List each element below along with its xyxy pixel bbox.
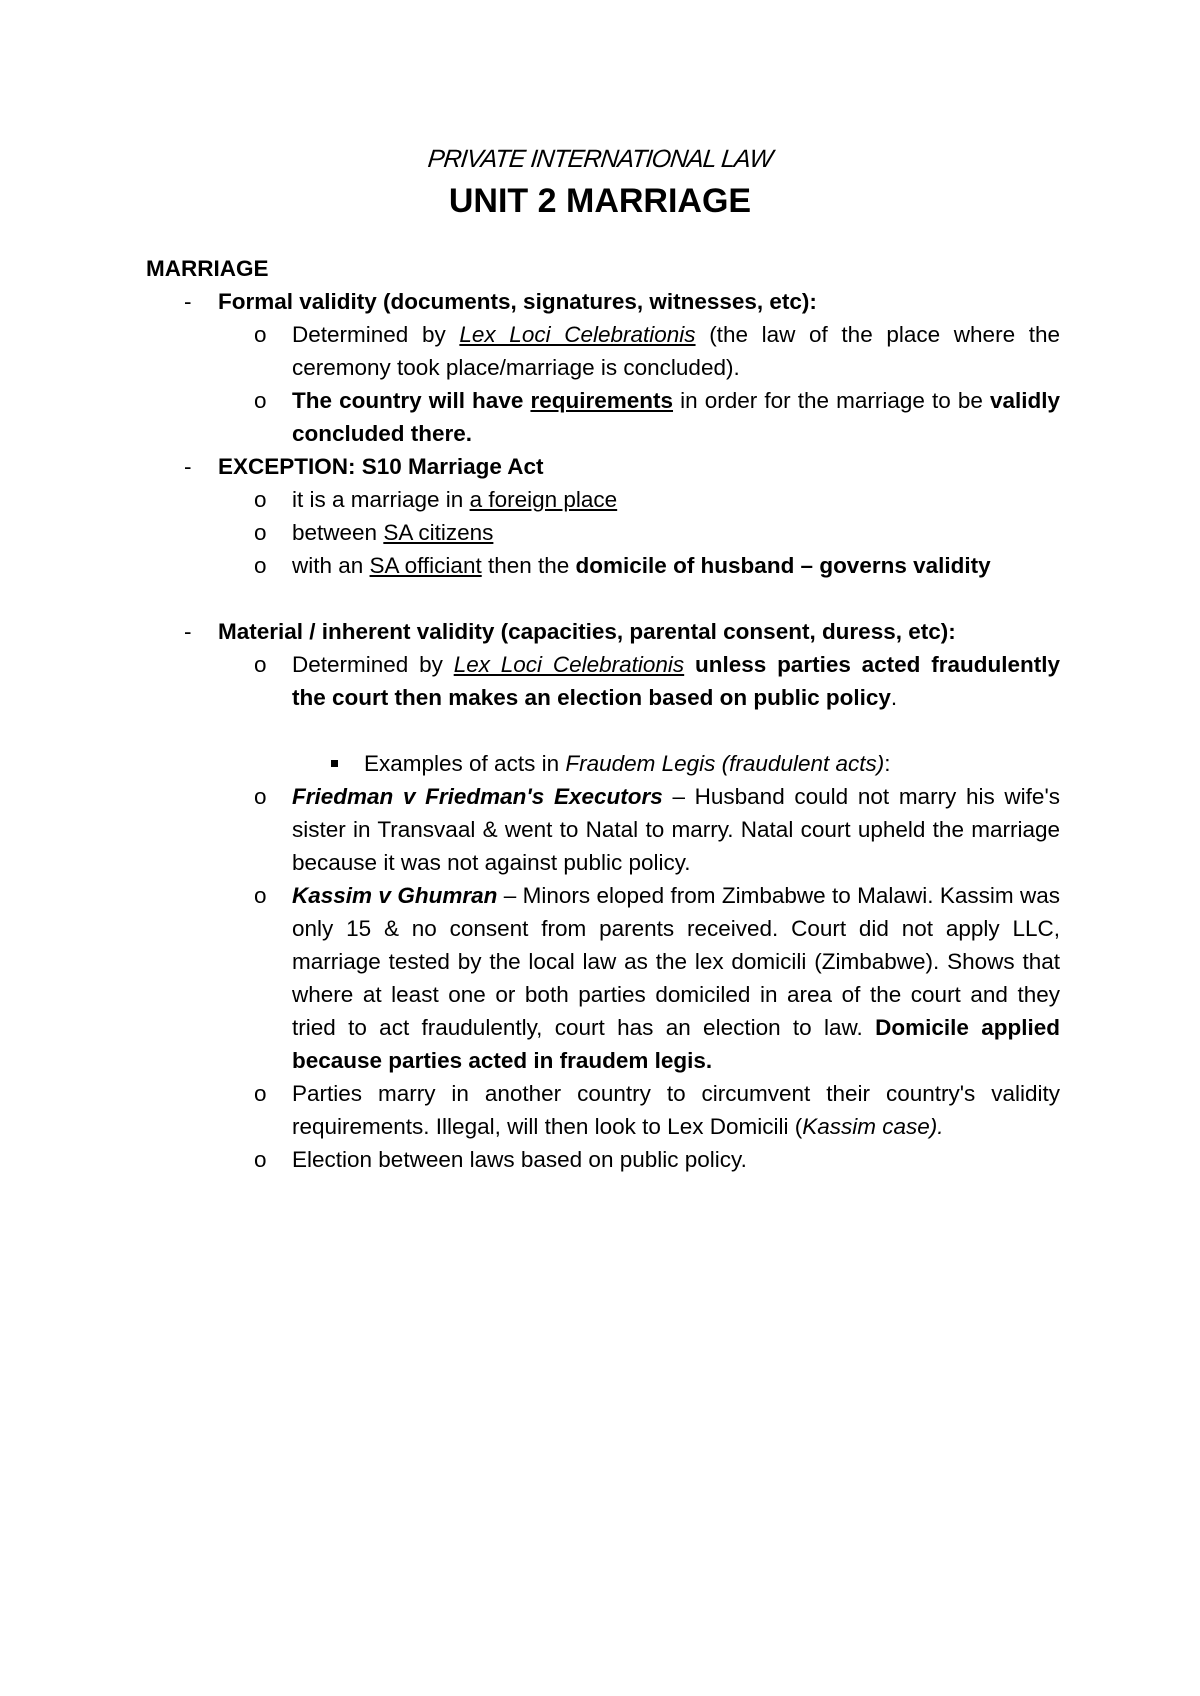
text-run: – Minors eloped from Zimbabwe to Malawi. Kassim was only 15 & no consent from parents received. Court did not apply LLC, marriage tested by the local law as the lex domicili (Zimbabwe). Shows that where at least one or both parties domiciled in area of the court and they tried to act fraudulently, court has an election to law.	[292, 883, 1060, 1040]
formal-validity-label: Formal validity (documents, signatures, witnesses, etc):	[218, 289, 817, 314]
lex-loci-term: Lex Loci Celebrationis	[453, 652, 685, 677]
case-friedman	[146, 780, 1060, 879]
text-run: – Husband could not marry his wife's sister in Transvaal & went to Natal to marry. Natal court upheld the marriage because it was not against public policy.	[292, 784, 1060, 875]
text-run: Election between laws based on public policy.	[292, 1147, 747, 1172]
circle-bullet: o	[254, 883, 267, 908]
text-run: with an	[292, 553, 370, 578]
text-run: in order for the marriage to be	[673, 388, 990, 413]
unit-title: UNIT 2 MARRIAGE	[448, 182, 752, 220]
document-body	[146, 252, 1060, 1176]
text-run: Domicile applied because parties acted in fraudem legis.	[292, 1015, 1060, 1073]
foreign-place-term: a foreign place	[469, 487, 618, 512]
text-run: Determined by	[292, 652, 454, 677]
formal-validity-item	[146, 285, 1060, 318]
circle-bullet: o	[254, 322, 267, 347]
election-point	[146, 1143, 1060, 1176]
case-name: Friedman v Friedman's Executors	[292, 784, 663, 809]
text-run: it is a marriage in	[292, 487, 470, 512]
text-run: Kassim case).	[802, 1114, 944, 1139]
spacer	[146, 582, 1060, 615]
text-run: then the	[481, 553, 576, 578]
spacer	[146, 714, 1060, 747]
circumvent-point	[146, 1077, 1060, 1143]
text-run: The country will have	[292, 388, 531, 413]
material-validity-label: Material / inherent validity (capacities, parental consent, duress, etc):	[218, 619, 956, 644]
fraudem-legis-term: Fraudem Legis (fraudulent acts)	[565, 751, 885, 776]
circle-bullet: o	[254, 520, 267, 545]
exception-label: EXCEPTION: S10 Marriage Act	[218, 454, 544, 479]
material-validity-item	[146, 615, 1060, 648]
circle-bullet: o	[254, 487, 267, 512]
section-heading: MARRIAGE	[146, 256, 269, 281]
square-bullet-icon	[331, 760, 338, 767]
text-run: Examples of acts in	[364, 751, 566, 776]
text-run: validly concluded there.	[292, 388, 1060, 446]
examples-item	[146, 747, 1060, 780]
circle-bullet: o	[254, 1147, 267, 1172]
circle-bullet: o	[254, 784, 267, 809]
case-kassim	[146, 879, 1060, 1077]
text-run: domicile of husband – governs validity	[575, 553, 991, 578]
exception-point-1	[146, 483, 1060, 516]
exception-point-3	[146, 549, 1060, 582]
sa-citizens-term: SA citizens	[383, 520, 494, 545]
circle-bullet: o	[254, 652, 267, 677]
requirements-term: requirements	[530, 388, 674, 413]
material-point-1	[146, 648, 1060, 714]
circle-bullet: o	[254, 388, 267, 413]
text-run: Determined by	[292, 322, 460, 347]
text-run: Parties marry in another country to circumvent their country's validity requirements. Illegal, will then look to Lex Domicili (	[292, 1081, 1060, 1139]
text-run: .	[890, 685, 898, 710]
dash-bullet: -	[184, 619, 192, 644]
lex-loci-term: Lex Loci Celebrationis	[459, 322, 696, 347]
exception-item	[146, 450, 1060, 483]
text-run: :	[884, 751, 891, 776]
circle-bullet: o	[254, 553, 267, 578]
text-run: unless parties acted fraudulently the court then makes an election based on public policy	[292, 652, 1060, 710]
document-title: PRIVATE INTERNATIONAL LAW	[426, 145, 774, 173]
sa-officiant-term: SA officiant	[369, 553, 482, 578]
dash-bullet: -	[184, 454, 192, 479]
formal-point-1	[146, 318, 1060, 384]
exception-point-2	[146, 516, 1060, 549]
dash-bullet: -	[184, 289, 192, 314]
text-run: (the law of the place where the ceremony took place/marriage is concluded).	[292, 322, 1061, 380]
circle-bullet: o	[254, 1081, 267, 1106]
formal-point-2	[146, 384, 1060, 450]
text-run: between	[292, 520, 384, 545]
case-name: Kassim v Ghumran	[292, 883, 498, 908]
